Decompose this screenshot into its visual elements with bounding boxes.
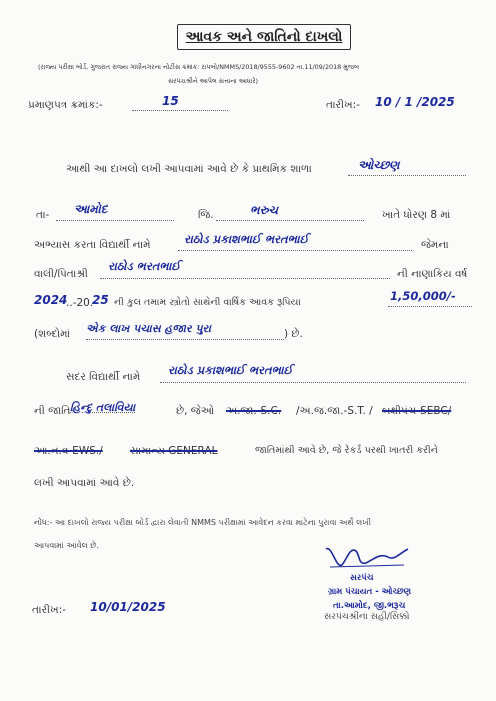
- taluka-field: [56, 202, 174, 221]
- student-name-2: રાઠોડ પ્રકાશભાઈ ભરતભાઈ: [168, 363, 293, 377]
- caste-label: ની જાતિ: [34, 405, 71, 417]
- category-ews: આ.ન.વ-EWS./: [34, 445, 103, 457]
- student-name: રાઠોડ પ્રકાશભાઈ ભરતભાઈ: [184, 232, 309, 246]
- income-field: [388, 289, 472, 307]
- intro-text: આથી આ દાખલો લખી આપવામાં આવે છે કે પ્રાથમિક શાળા: [66, 163, 312, 175]
- stamp-line2: ગ્રામ પંચાયત - ઓચ્છણ: [328, 587, 412, 597]
- fy-start: 2024: [34, 293, 68, 307]
- student-name-field: [178, 232, 412, 251]
- district-value: ભરુચ: [250, 203, 278, 217]
- student-intro: અભ્યાસ કરતા વિદ્યાર્થી નામે: [34, 239, 151, 251]
- guardian-field: [100, 259, 390, 279]
- note-line1: નોંધ:- આ દાખલો રાજ્ય પરીક્ષા બોર્ડ દ્વારા લેવાતી NMMS પરીક્ષામાં આવેદન કરવા માટેના પુરાવા અર્થે લખી: [34, 518, 372, 527]
- school-field: [348, 158, 466, 176]
- jemna-text: જેમના: [421, 239, 449, 251]
- note-line2: આપવામાં આવેલ છે.: [34, 541, 99, 550]
- words-end: ) છે.: [284, 328, 303, 340]
- taluka-label: તા-: [36, 209, 50, 221]
- income-words-field: [86, 322, 284, 340]
- authority-note-line1: (રાજ્ય પરીક્ષા બોર્ડ, ગુજરાત રાજ્ય ગાંધીનગરના નોટીસ ક્રમાંક: રાપબો/NMMS/2018/9555-9602 તા.11/09/2018 મુજબ: [38, 63, 359, 71]
- closing-text: લખી આપવામાં આવે છે.: [34, 477, 135, 489]
- fy-middle: ..-20.: [66, 297, 94, 309]
- certificate-title: આવક અને જાતિનો દાખલો: [177, 24, 351, 50]
- taluka-value: આમોદ: [74, 202, 108, 216]
- income-text: ની કુલ તમામ સ્ત્રોતો સાથેની વાર્ષિક આવક રૂપિયા: [114, 297, 301, 308]
- fiscal-year-label: ની નાણાકિય વર્ષ: [397, 268, 468, 280]
- authority-note-line2: સરપંચશ્રીને આપેલ સત્તાના આધારે): [168, 77, 259, 85]
- guardian-label: વાલી/પિતાશ્રી: [34, 268, 88, 280]
- category-sc: અ.જા.-S.C.: [226, 405, 282, 417]
- certificate-date-value: 10 / 1 /2025: [375, 95, 455, 109]
- fy-end: 25: [92, 293, 109, 307]
- stamp-line3: તા.આમોદ, જી.ભરૂચ: [333, 601, 406, 611]
- bottom-date-label: તારીખ:-: [32, 604, 66, 616]
- income-words: એક લાખ પચાસ હજાર પુરા: [86, 322, 211, 335]
- category-tail: જાતિમાંથી આવે છે, જે રેકર્ડ પરથી ખાતરી કરીને: [255, 445, 438, 456]
- student-name-2-field: [160, 363, 466, 383]
- district-label: જિ.: [198, 209, 214, 221]
- district-field: [216, 203, 364, 221]
- school-name: ઓચ્છણ: [358, 158, 400, 172]
- certificate-number-value: 15: [162, 94, 179, 108]
- category-general: સામાન્ય GENERAL: [130, 445, 218, 457]
- category-sebc: બક્ષીપંચ-SEBC/: [382, 405, 452, 417]
- student-intro-2: સદર વિદ્યાર્થી નામે: [66, 371, 141, 383]
- income-value: 1,50,000/-: [390, 289, 456, 303]
- seal-label: સરપંચશ્રીના સહી/સિક્કો: [324, 612, 410, 622]
- standard-text: ખાતે ધોરણ 8 માં: [382, 209, 451, 221]
- certificate-number-label: પ્રમાણપત્ર ક્રમાંક:-: [28, 99, 103, 111]
- caste-value: હિન્દુ તલાવિયા: [70, 401, 136, 414]
- certificate-date-label: તારીખ:-: [326, 99, 360, 111]
- guardian-name: રાઠોડ ભરતભાઈ: [108, 259, 181, 273]
- caste-mid: છે, જેઓ: [176, 405, 215, 417]
- certificate-number-field: [132, 96, 228, 111]
- words-label: (શબ્દોમાં: [34, 328, 71, 340]
- signature-scribble: [320, 543, 412, 571]
- category-st: /અ.જ.જા.-S.T. /: [296, 405, 373, 417]
- bottom-date-value: 10/01/2025: [90, 600, 166, 614]
- stamp-line1: સરપંચ: [350, 573, 374, 583]
